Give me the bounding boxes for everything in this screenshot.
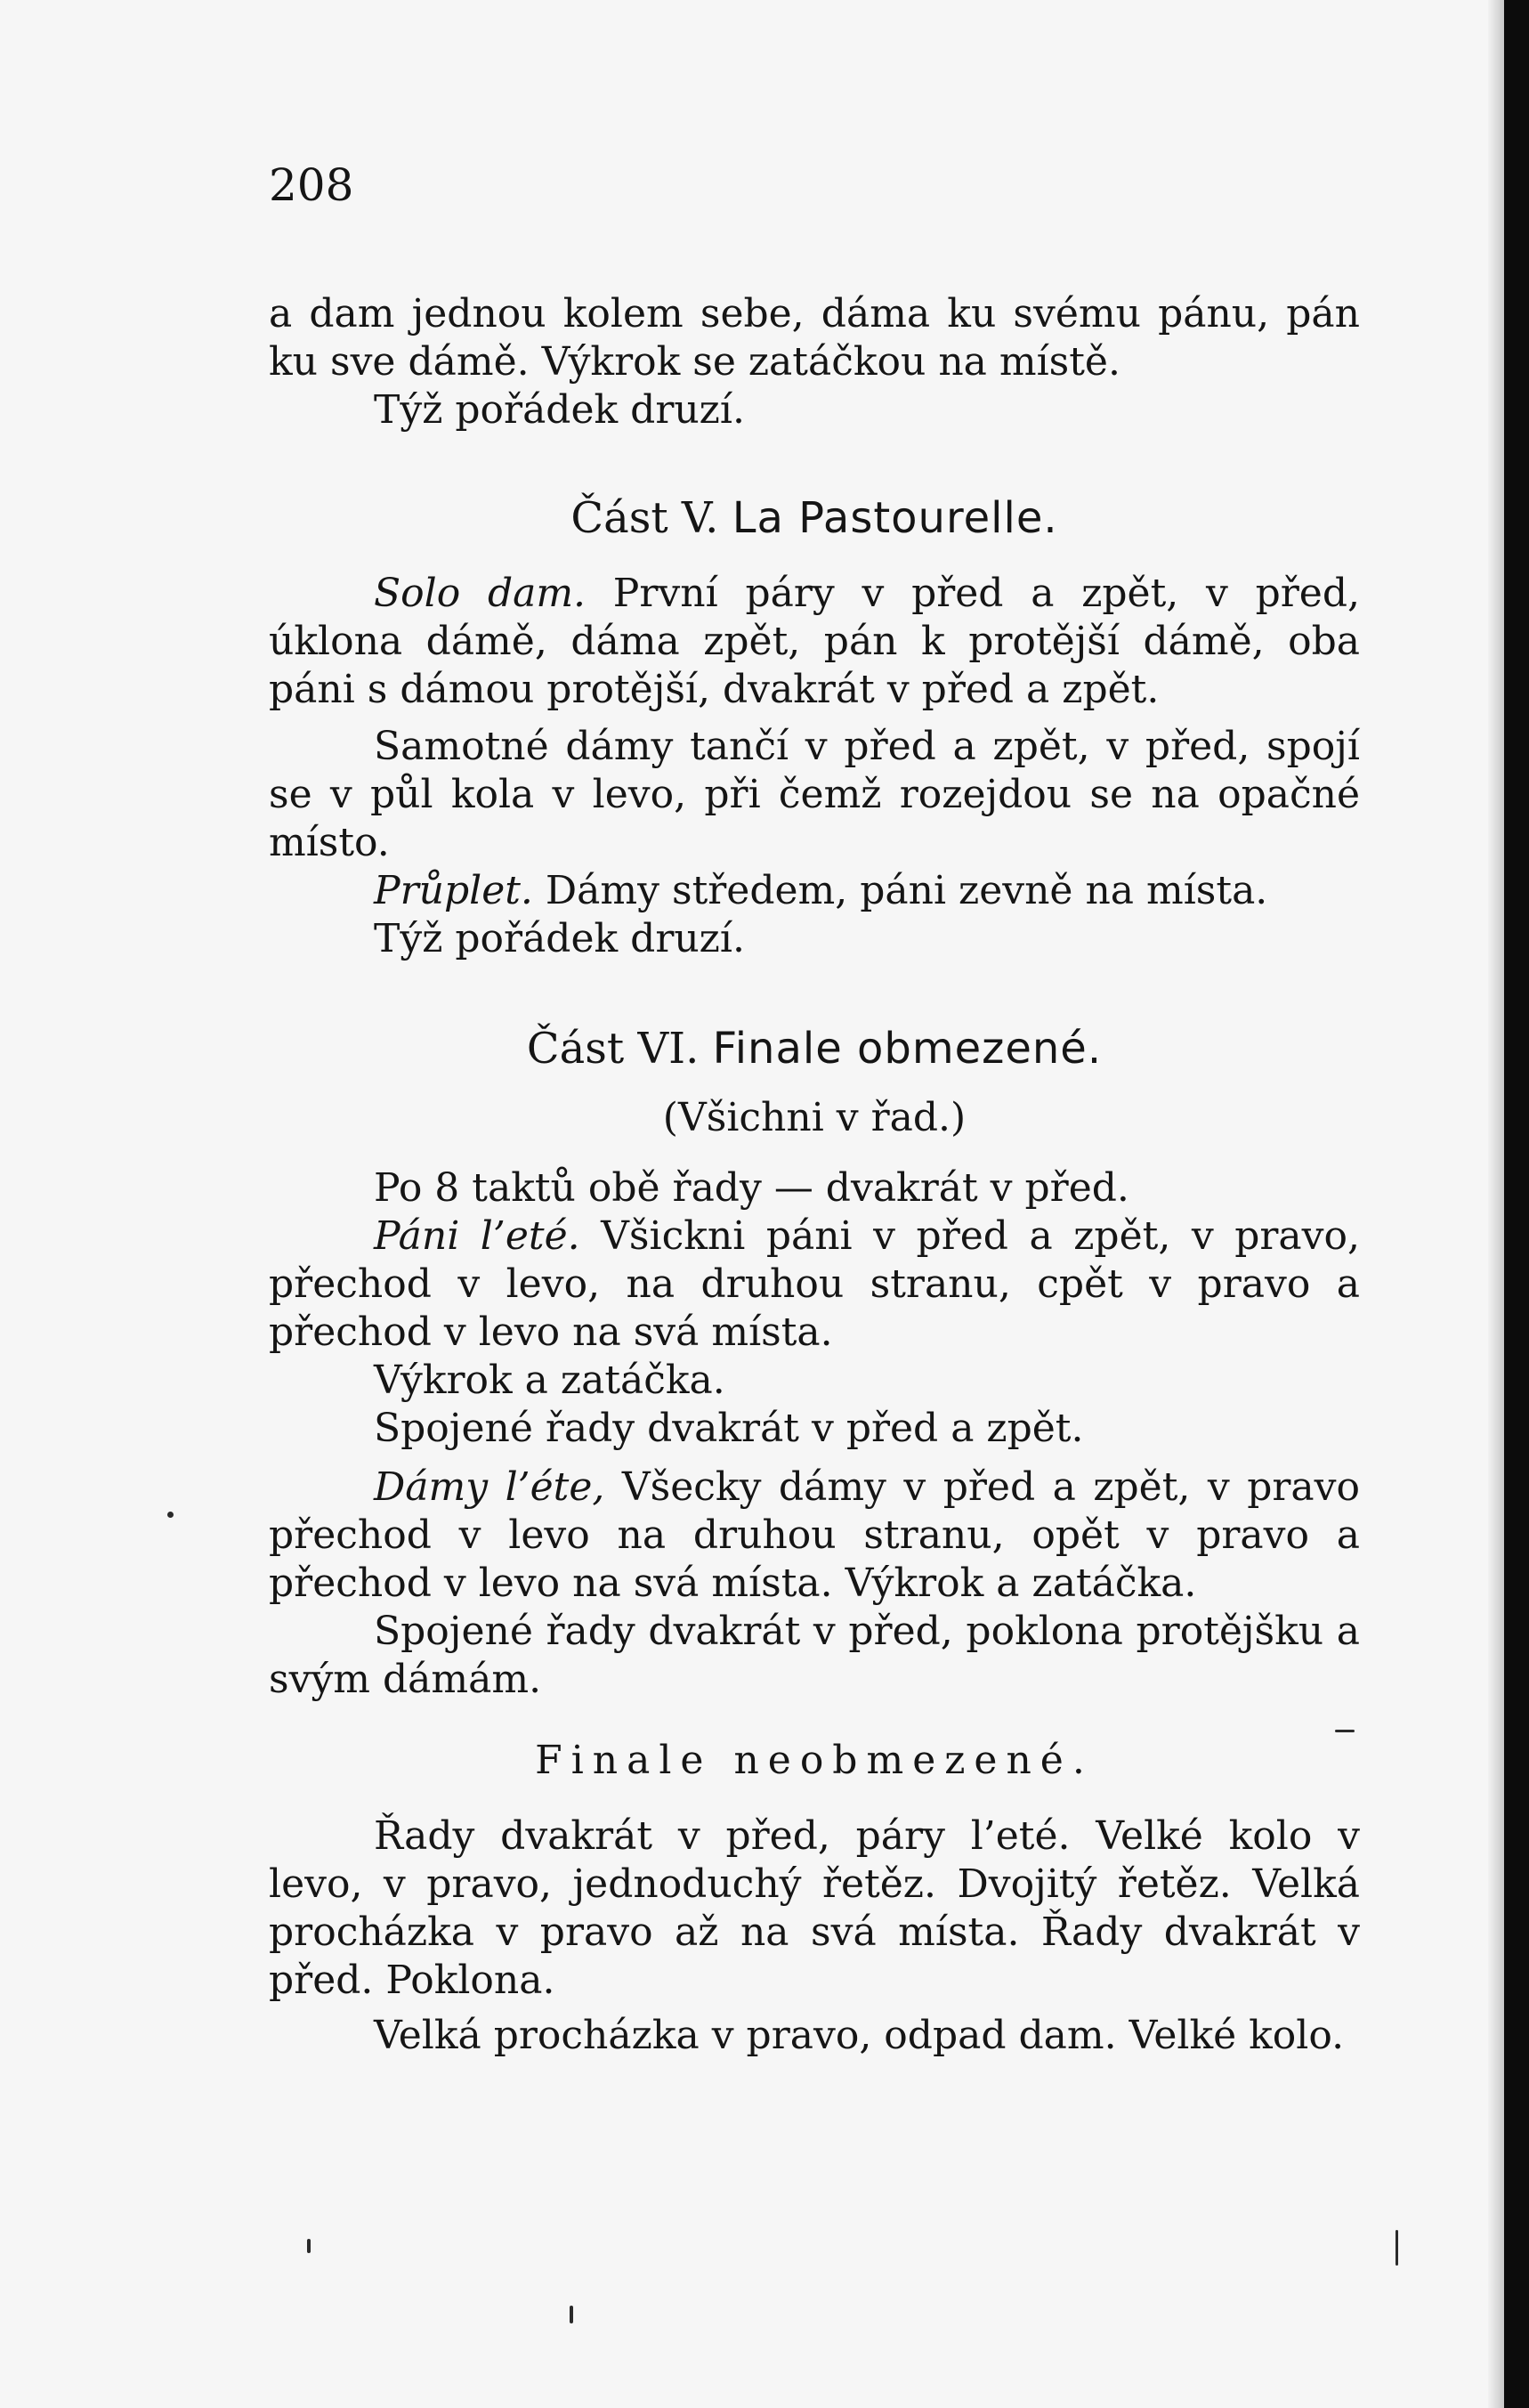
paper-speck (1335, 1730, 1355, 1732)
paragraph-9: Výkrok a zatáčka. (374, 1358, 725, 1403)
page-edge-dark (1504, 0, 1529, 2408)
paper-speck (307, 2239, 311, 2253)
paragraph-8 (269, 1212, 1360, 1357)
paragraph-10: Spojené řady dvakrát v před a zpět. (374, 1406, 1084, 1451)
heading-part-v-title: La Pastourelle. (732, 493, 1058, 543)
heading-part-v-prefix: Část V. (570, 493, 719, 543)
paragraph-2: Týž pořádek druzí. (374, 387, 745, 433)
paragraph-11 (269, 1463, 1360, 1608)
subheading-part-vi: (Všichni v řad.) (662, 1095, 967, 1140)
paragraph-4: Samotné dámy tančí v před a zpět, v před, spojí se v půl kola v levo, při čemž rozejdou se na opačné místo. (269, 724, 1360, 865)
paper-speck (1396, 2230, 1398, 2266)
paragraph-14: Velká procházka v pravo, odpad dam. Velké kolo. (374, 2013, 1345, 2058)
page-edge-shadow (1488, 0, 1504, 2408)
paragraph-12: Spojené řady dvakrát v před, poklona protějšku a svým dámám. (269, 1609, 1360, 1702)
heading-part-vi (269, 1022, 1360, 1075)
paragraph-3-text: První páry v před a zpět, v před, úklona dámě, dáma zpět, pán k protější dámě, oba páni s dámou protější, dvakrát v před a zpět. (269, 571, 1360, 712)
paper-speck (167, 1512, 174, 1518)
paragraph-8-italic: Páni l’eté. (374, 1213, 580, 1259)
paragraph-5 (269, 867, 1360, 915)
paragraph-1: a dam jednou kolem sebe, dáma ku svému pánu, pán ku sve dámě. Výkrok se zatáčkou na místě. (269, 291, 1360, 385)
paragraph-11-text: Všecky dámy v před a zpět, v pravo přechod v levo na druhou stranu, opět v pravo a přechod v levo na svá místa. Výkrok a zatáčka. (269, 1464, 1360, 1606)
heading-part-vi-title: Finale obmezené. (712, 1024, 1103, 1074)
paragraph-6: Týž pořádek druzí. (374, 916, 745, 961)
paragraph-7: Po 8 taktů obě řady — dvakrát v před. (374, 1165, 1129, 1211)
paper-speck (570, 2306, 573, 2323)
heading-part-vi-prefix: Část VI. (526, 1024, 700, 1074)
paragraph-3 (269, 570, 1360, 714)
paragraph-8-text: Všickni páni v před a zpět, v pravo, přechod v levo, na druhou stranu, cpět v pravo a přechod v levo na svá místa. (269, 1213, 1360, 1355)
paragraph-5-text: Dámy středem, páni zevně na místa. (532, 868, 1268, 913)
heading-part-v (269, 491, 1360, 545)
page-number: 208 (269, 159, 354, 211)
paragraph-11-italic: Dámy l’éte, (374, 1464, 605, 1510)
paragraph-13: Řady dvakrát v před, páry l’eté. Velké kolo v levo, v pravo, jednoduchý řetěz. Dvojitý řetěz. Velká procházka v pravo až na svá místa. Řady dvakrát v před. Poklona. (269, 1813, 1360, 2003)
paragraph-3-italic: Solo dam. (374, 571, 587, 616)
heading-finale: Finale neobmezené. (535, 1738, 1094, 1783)
paragraph-5-italic: Průplet. (374, 868, 533, 913)
